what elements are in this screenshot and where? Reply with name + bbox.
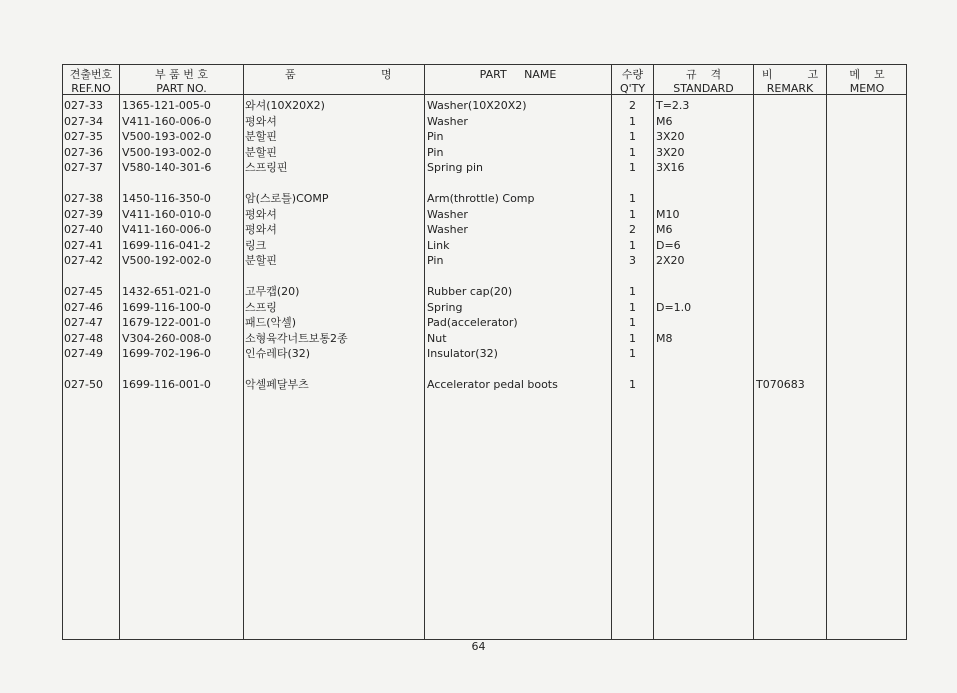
remark: T070683 bbox=[756, 378, 805, 391]
ref-no: 027-34 bbox=[64, 114, 103, 128]
ref-no: 027-38 bbox=[64, 192, 103, 205]
part-name-kr: 소형육각너트보통2종 bbox=[245, 331, 348, 345]
header-part-kr: 부 품 번 호 bbox=[155, 68, 208, 81]
header-rmk-kr: 비 고 bbox=[761, 68, 819, 81]
standard: 3X20 bbox=[656, 145, 685, 159]
part-no: 1699-702-196-0 bbox=[122, 347, 211, 360]
table-row bbox=[63, 207, 906, 222]
table-row bbox=[63, 346, 906, 361]
ref-no: 027-50 bbox=[64, 378, 103, 391]
header-part-en: PART NO. bbox=[156, 82, 207, 95]
table-row bbox=[63, 98, 906, 113]
ref-no: 027-46 bbox=[64, 300, 103, 314]
ref-no: 027-36 bbox=[64, 145, 103, 159]
part-name-kr: 평와셔 bbox=[245, 207, 277, 221]
table-row bbox=[63, 145, 906, 160]
part-no: 1679-122-001-0 bbox=[122, 316, 211, 329]
part-no: 1699-116-100-0 bbox=[122, 300, 211, 314]
part-name-en: Washer bbox=[427, 207, 468, 221]
part-name-kr: 분할핀 bbox=[245, 254, 277, 267]
part-no: V411-160-010-0 bbox=[122, 207, 212, 221]
quantity: 1 bbox=[629, 347, 636, 360]
part-no: V500-193-002-0 bbox=[122, 145, 212, 159]
standard: 2X20 bbox=[656, 254, 685, 267]
standard: 3X20 bbox=[656, 130, 685, 143]
quantity: 1 bbox=[629, 238, 636, 252]
part-no: V500-192-002-0 bbox=[122, 254, 212, 267]
quantity: 3 bbox=[629, 254, 636, 267]
quantity: 1 bbox=[629, 285, 636, 298]
header-memo-en: MEMO bbox=[849, 82, 885, 95]
ref-no: 027-33 bbox=[64, 99, 103, 112]
table-row bbox=[63, 191, 906, 206]
parts-table bbox=[62, 64, 907, 640]
part-no: V580-140-301-6 bbox=[122, 161, 212, 174]
ref-no: 027-41 bbox=[64, 238, 103, 252]
quantity: 1 bbox=[629, 207, 636, 221]
part-name-kr: 와셔(10X20X2) bbox=[245, 99, 325, 112]
quantity: 1 bbox=[629, 316, 636, 329]
ref-no: 027-45 bbox=[64, 285, 103, 298]
part-name-kr: 스프링핀 bbox=[245, 161, 288, 174]
part-name-kr: 평와셔 bbox=[245, 223, 277, 236]
part-name-en: Accelerator pedal boots bbox=[427, 378, 558, 391]
header-name-kr-1: 품 bbox=[285, 68, 296, 81]
part-name-kr: 암(스로틀)COMP bbox=[245, 192, 329, 205]
header-qty-en: Q'TY bbox=[619, 82, 646, 95]
part-name-en: Spring pin bbox=[427, 161, 484, 174]
quantity: 2 bbox=[629, 223, 636, 236]
part-name-en: Washer(10X20X2) bbox=[427, 99, 527, 112]
part-no: 1699-116-041-2 bbox=[122, 238, 211, 252]
table-row bbox=[63, 222, 906, 237]
part-name-en: Rubber cap(20) bbox=[427, 285, 513, 298]
ref-no: 027-47 bbox=[64, 316, 103, 329]
part-name-kr: 인슈레타(32) bbox=[245, 347, 311, 360]
quantity: 2 bbox=[629, 99, 636, 112]
quantity: 1 bbox=[629, 331, 636, 345]
header-memo-kr: 메 모 bbox=[849, 68, 885, 81]
standard: 3X16 bbox=[656, 161, 685, 174]
part-name-kr: 분할핀 bbox=[245, 130, 277, 143]
part-name-kr: 스프링 bbox=[245, 300, 277, 314]
part-name-en: Pin bbox=[427, 254, 444, 267]
ref-no: 027-48 bbox=[64, 331, 103, 345]
part-no: 1450-116-350-0 bbox=[122, 192, 211, 205]
standard: M10 bbox=[656, 207, 680, 221]
part-name-kr: 악셀페달부츠 bbox=[245, 378, 309, 391]
ref-no: 027-42 bbox=[64, 254, 103, 267]
table-row bbox=[63, 284, 906, 299]
quantity: 1 bbox=[629, 378, 636, 391]
page-number: 64 bbox=[471, 640, 486, 653]
header-rmk-en: REMARK bbox=[766, 82, 814, 95]
ref-no: 027-39 bbox=[64, 207, 103, 221]
part-name-kr: 고무캡(20) bbox=[245, 285, 300, 298]
part-no: 1365-121-005-0 bbox=[122, 99, 211, 112]
part-no: V500-193-002-0 bbox=[122, 130, 212, 143]
header-name-en: PART NAME bbox=[479, 68, 557, 81]
standard: M6 bbox=[656, 223, 673, 236]
part-no: 1699-116-001-0 bbox=[122, 378, 211, 391]
ref-no: 027-37 bbox=[64, 161, 103, 174]
part-name-en: Link bbox=[427, 238, 450, 252]
quantity: 1 bbox=[629, 145, 636, 159]
header-name-kr-2: 명 bbox=[381, 68, 392, 81]
table-row bbox=[63, 160, 906, 175]
part-name-kr: 평와셔 bbox=[245, 114, 277, 128]
part-name-en: Pad(accelerator) bbox=[427, 316, 518, 329]
header-qty-kr: 수량 bbox=[621, 68, 644, 81]
table-row bbox=[63, 114, 906, 129]
table-row bbox=[63, 315, 906, 330]
part-name-kr: 링크 bbox=[245, 238, 267, 252]
part-name-en: Insulator(32) bbox=[427, 347, 498, 360]
part-no: 1432-651-021-0 bbox=[122, 285, 211, 298]
part-name-kr: 분할핀 bbox=[245, 145, 277, 159]
table-row bbox=[63, 331, 906, 346]
part-name-en: Washer bbox=[427, 223, 468, 236]
part-name-en: Arm(throttle) Comp bbox=[427, 192, 535, 205]
part-name-en: Washer bbox=[427, 114, 468, 128]
ref-no: 027-49 bbox=[64, 347, 103, 360]
part-no: V304-260-008-0 bbox=[122, 331, 212, 345]
header-std-kr: 규 격 bbox=[685, 68, 722, 81]
part-no: V411-160-006-0 bbox=[122, 114, 212, 128]
standard: M8 bbox=[656, 331, 673, 345]
header-ref-kr: 견출번호 bbox=[69, 68, 113, 81]
part-no: V411-160-006-0 bbox=[122, 223, 212, 236]
quantity: 1 bbox=[629, 114, 636, 128]
part-name-en: Pin bbox=[427, 145, 444, 159]
standard: D=6 bbox=[656, 238, 681, 252]
standard: M6 bbox=[656, 114, 673, 128]
table-row bbox=[63, 129, 906, 144]
standard: T=2.3 bbox=[656, 99, 690, 112]
table-row bbox=[63, 300, 906, 315]
quantity: 1 bbox=[629, 300, 636, 314]
part-name-en: Spring bbox=[427, 300, 463, 314]
table-row bbox=[63, 253, 906, 268]
part-name-en: Pin bbox=[427, 130, 444, 143]
table-row bbox=[63, 377, 906, 392]
part-name-kr: 패드(악셀) bbox=[245, 316, 297, 329]
ref-no: 027-35 bbox=[64, 130, 103, 143]
header-std-en: STANDARD bbox=[673, 82, 734, 95]
standard: D=1.0 bbox=[656, 300, 692, 314]
table-row bbox=[63, 238, 906, 253]
quantity: 1 bbox=[629, 192, 636, 205]
header-ref-en: REF.NO bbox=[71, 82, 111, 95]
ref-no: 027-40 bbox=[64, 223, 103, 236]
part-name-en: Nut bbox=[427, 331, 447, 345]
quantity: 1 bbox=[629, 130, 636, 143]
quantity: 1 bbox=[629, 161, 636, 174]
